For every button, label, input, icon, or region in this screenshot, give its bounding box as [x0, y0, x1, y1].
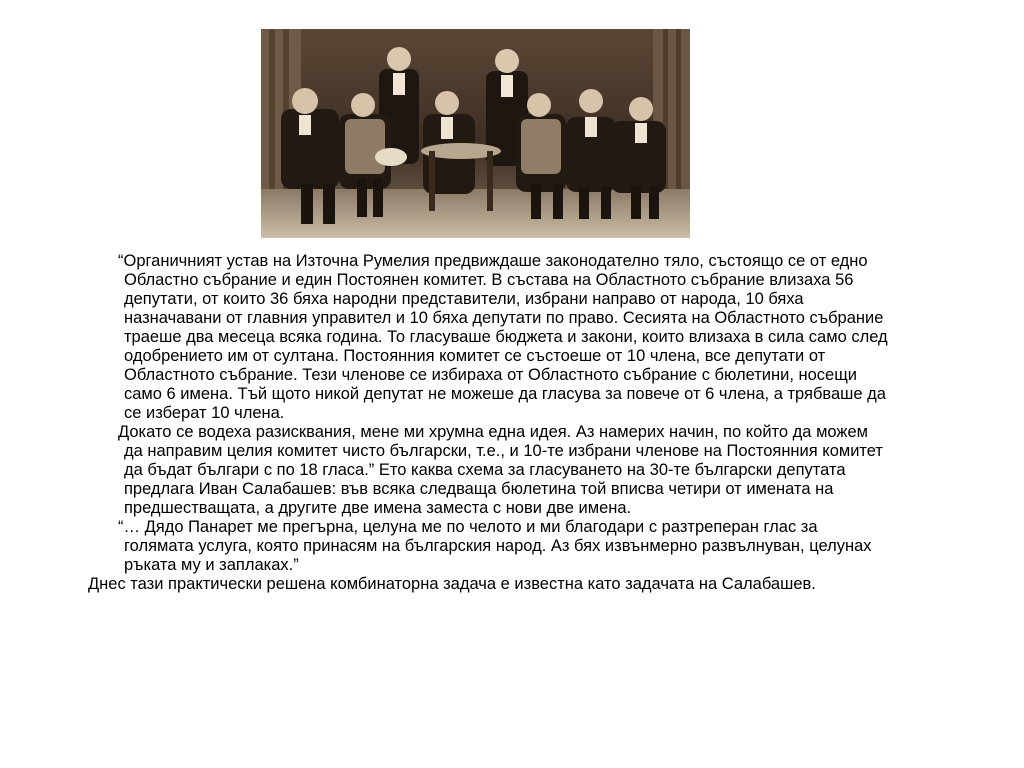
conclusion-paragraph: Днес тази практически решена комбинаторна задача е известна като задачата на Салабашев. [88, 575, 816, 593]
quote-paragraph-1: “Органичният устав на Източна Румелия предвиждаше законодателно тяло, състоящо се от едно Областно събрание и един Постоянен комитет. В състава на Областното събрание влизаха 56 депутати, от които 36 бяха народни представители, избрани направо от народа, 10 бяха назначавани от главния управител и 10 бяха депутати по право. Сесията на Областното събрание траеше два месеца всяка година. То гласуваше бюджета и закони, които влизаха в сила само след одобрението им от султана. Постоянния комитет се състоеше от 10 члена, все депутати от Областното събрание. Тези членове се избираха от Областното събрание с бюлетини, носещи само 6 имена. Тъй щото никой депутат не можеше да гласува за повече от 6 члена, а трябваше да се изберат 10 члена. [118, 252, 888, 422]
photo-illustration [261, 29, 690, 238]
text-body [88, 252, 888, 594]
quote-paragraph-3: “… Дядо Панарет ме прегърна, целуна ме по челото и ми благодари с разтреперан глас за голямата услуга, която принасям на българския народ. Аз бях извънмерно развълнуван, целунах ръката му и заплаках.” [118, 518, 872, 574]
historical-group-photo [261, 29, 690, 238]
quote-paragraph-2: Докато се водеха разисквания, мене ми хрумна една идея. Аз намерих начин, по който да можем да направим целия комитет чисто български, т.е., и 10-те избрани членове на Постоянния комитет да бъдат българи с по 18 гласа.” Ето каква схема за гласуването на 30-те български депутата предлага Иван Салабашев: във всяка следваща бюлетина той вписва четири от имената на предшестващата, а другите две имена заместа с нови две имена. [118, 423, 883, 517]
